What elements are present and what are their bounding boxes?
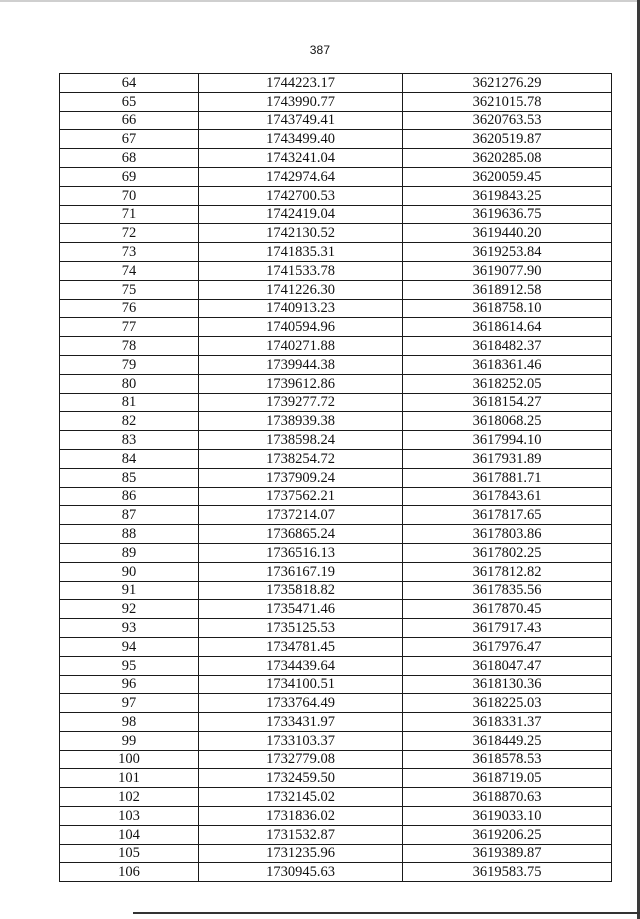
x-coordinate-cell: 1733431.97 — [199, 713, 403, 732]
coordinates-table — [59, 73, 612, 882]
y-coordinate-cell: 3620763.53 — [403, 111, 612, 130]
point-number-cell: 79 — [60, 355, 199, 374]
table-row — [60, 111, 612, 130]
x-coordinate-cell: 1735818.82 — [199, 581, 403, 600]
y-coordinate-cell: 3619077.90 — [403, 261, 612, 280]
table-row — [60, 506, 612, 525]
point-number-cell: 84 — [60, 449, 199, 468]
x-coordinate-cell: 1741835.31 — [199, 243, 403, 262]
table-row — [60, 487, 612, 506]
x-coordinate-cell: 1743990.77 — [199, 92, 403, 111]
x-coordinate-cell: 1744223.17 — [199, 74, 403, 93]
point-number-cell: 97 — [60, 694, 199, 713]
x-coordinate-cell: 1737909.24 — [199, 468, 403, 487]
point-number-cell: 103 — [60, 807, 199, 826]
x-coordinate-cell: 1738254.72 — [199, 449, 403, 468]
point-number-cell: 88 — [60, 525, 199, 544]
y-coordinate-cell: 3619843.25 — [403, 186, 612, 205]
point-number-cell: 81 — [60, 393, 199, 412]
y-coordinate-cell: 3617812.82 — [403, 562, 612, 581]
x-coordinate-cell: 1742130.52 — [199, 224, 403, 243]
page-top-edge — [0, 0, 640, 2]
table-row — [60, 675, 612, 694]
point-number-cell: 101 — [60, 769, 199, 788]
y-coordinate-cell: 3618449.25 — [403, 731, 612, 750]
x-coordinate-cell: 1739277.72 — [199, 393, 403, 412]
y-coordinate-cell: 3618361.46 — [403, 355, 612, 374]
point-number-cell: 106 — [60, 863, 199, 882]
y-coordinate-cell: 3619033.10 — [403, 807, 612, 826]
point-number-cell: 75 — [60, 280, 199, 299]
y-coordinate-cell: 3621015.78 — [403, 92, 612, 111]
y-coordinate-cell: 3617931.89 — [403, 449, 612, 468]
table-row — [60, 224, 612, 243]
x-coordinate-cell: 1740271.88 — [199, 337, 403, 356]
table-row — [60, 863, 612, 882]
x-coordinate-cell: 1732145.02 — [199, 788, 403, 807]
x-coordinate-cell: 1733103.37 — [199, 731, 403, 750]
table-row — [60, 449, 612, 468]
y-coordinate-cell: 3619636.75 — [403, 205, 612, 224]
y-coordinate-cell: 3617976.47 — [403, 637, 612, 656]
point-number-cell: 85 — [60, 468, 199, 487]
y-coordinate-cell: 3620059.45 — [403, 167, 612, 186]
point-number-cell: 70 — [60, 186, 199, 205]
point-number-cell: 104 — [60, 825, 199, 844]
point-number-cell: 71 — [60, 205, 199, 224]
table-row — [60, 318, 612, 337]
point-number-cell: 90 — [60, 562, 199, 581]
point-number-cell: 69 — [60, 167, 199, 186]
y-coordinate-cell: 3620519.87 — [403, 130, 612, 149]
y-coordinate-cell: 3617835.56 — [403, 581, 612, 600]
y-coordinate-cell: 3618130.36 — [403, 675, 612, 694]
x-coordinate-cell: 1740594.96 — [199, 318, 403, 337]
y-coordinate-cell: 3619583.75 — [403, 863, 612, 882]
y-coordinate-cell: 3618068.25 — [403, 412, 612, 431]
point-number-cell: 92 — [60, 600, 199, 619]
table-row — [60, 149, 612, 168]
x-coordinate-cell: 1731532.87 — [199, 825, 403, 844]
y-coordinate-cell: 3618047.47 — [403, 656, 612, 675]
x-coordinate-cell: 1738939.38 — [199, 412, 403, 431]
x-coordinate-cell: 1734100.51 — [199, 675, 403, 694]
x-coordinate-cell: 1742419.04 — [199, 205, 403, 224]
point-number-cell: 86 — [60, 487, 199, 506]
y-coordinate-cell: 3619440.20 — [403, 224, 612, 243]
y-coordinate-cell: 3618614.64 — [403, 318, 612, 337]
y-coordinate-cell: 3617881.71 — [403, 468, 612, 487]
y-coordinate-cell: 3619389.87 — [403, 844, 612, 863]
point-number-cell: 74 — [60, 261, 199, 280]
table-row — [60, 337, 612, 356]
y-coordinate-cell: 3618912.58 — [403, 280, 612, 299]
point-number-cell: 65 — [60, 92, 199, 111]
table-row — [60, 619, 612, 638]
x-coordinate-cell: 1740913.23 — [199, 299, 403, 318]
point-number-cell: 83 — [60, 431, 199, 450]
point-number-cell: 94 — [60, 637, 199, 656]
table-row — [60, 694, 612, 713]
y-coordinate-cell: 3618482.37 — [403, 337, 612, 356]
table-row — [60, 656, 612, 675]
page-number: 387 — [309, 43, 331, 57]
table-row — [60, 769, 612, 788]
point-number-cell: 93 — [60, 619, 199, 638]
point-number-cell: 91 — [60, 581, 199, 600]
point-number-cell: 78 — [60, 337, 199, 356]
table-row — [60, 713, 612, 732]
point-number-cell: 64 — [60, 74, 199, 93]
x-coordinate-cell: 1738598.24 — [199, 431, 403, 450]
x-coordinate-cell: 1737562.21 — [199, 487, 403, 506]
table-row — [60, 74, 612, 93]
table-row — [60, 186, 612, 205]
x-coordinate-cell: 1731836.02 — [199, 807, 403, 826]
table-row — [60, 280, 612, 299]
x-coordinate-cell: 1736865.24 — [199, 525, 403, 544]
table-row — [60, 562, 612, 581]
table-row — [60, 543, 612, 562]
x-coordinate-cell: 1739612.86 — [199, 374, 403, 393]
table-row — [60, 844, 612, 863]
y-coordinate-cell: 3618719.05 — [403, 769, 612, 788]
point-number-cell: 87 — [60, 506, 199, 525]
table-row — [60, 468, 612, 487]
table-row — [60, 205, 612, 224]
x-coordinate-cell: 1733764.49 — [199, 694, 403, 713]
y-coordinate-cell: 3618870.63 — [403, 788, 612, 807]
x-coordinate-cell: 1743241.04 — [199, 149, 403, 168]
x-coordinate-cell: 1742700.53 — [199, 186, 403, 205]
table-row — [60, 788, 612, 807]
table-row — [60, 731, 612, 750]
x-coordinate-cell: 1741226.30 — [199, 280, 403, 299]
y-coordinate-cell: 3619206.25 — [403, 825, 612, 844]
table-row — [60, 825, 612, 844]
y-coordinate-cell: 3618154.27 — [403, 393, 612, 412]
x-coordinate-cell: 1737214.07 — [199, 506, 403, 525]
x-coordinate-cell: 1730945.63 — [199, 863, 403, 882]
y-coordinate-cell: 3620285.08 — [403, 149, 612, 168]
table-row — [60, 374, 612, 393]
point-number-cell: 96 — [60, 675, 199, 694]
x-coordinate-cell: 1736167.19 — [199, 562, 403, 581]
page-bottom-rule — [133, 912, 640, 914]
table-row — [60, 600, 612, 619]
y-coordinate-cell: 3617917.43 — [403, 619, 612, 638]
y-coordinate-cell: 3617802.25 — [403, 543, 612, 562]
x-coordinate-cell: 1731235.96 — [199, 844, 403, 863]
table-row — [60, 299, 612, 318]
point-number-cell: 80 — [60, 374, 199, 393]
point-number-cell: 98 — [60, 713, 199, 732]
y-coordinate-cell: 3619253.84 — [403, 243, 612, 262]
y-coordinate-cell: 3617803.86 — [403, 525, 612, 544]
coordinates-table-body — [60, 74, 612, 882]
table-row — [60, 750, 612, 769]
y-coordinate-cell: 3617994.10 — [403, 431, 612, 450]
point-number-cell: 67 — [60, 130, 199, 149]
x-coordinate-cell: 1739944.38 — [199, 355, 403, 374]
x-coordinate-cell: 1734439.64 — [199, 656, 403, 675]
x-coordinate-cell: 1734781.45 — [199, 637, 403, 656]
x-coordinate-cell: 1735125.53 — [199, 619, 403, 638]
point-number-cell: 99 — [60, 731, 199, 750]
y-coordinate-cell: 3618331.37 — [403, 713, 612, 732]
table-row — [60, 261, 612, 280]
point-number-cell: 66 — [60, 111, 199, 130]
x-coordinate-cell: 1732779.08 — [199, 750, 403, 769]
x-coordinate-cell: 1732459.50 — [199, 769, 403, 788]
table-row — [60, 393, 612, 412]
y-coordinate-cell: 3617843.61 — [403, 487, 612, 506]
table-row — [60, 431, 612, 450]
point-number-cell: 72 — [60, 224, 199, 243]
table-row — [60, 130, 612, 149]
y-coordinate-cell: 3618758.10 — [403, 299, 612, 318]
x-coordinate-cell: 1742974.64 — [199, 167, 403, 186]
table-row — [60, 167, 612, 186]
point-number-cell: 82 — [60, 412, 199, 431]
x-coordinate-cell: 1743749.41 — [199, 111, 403, 130]
y-coordinate-cell: 3621276.29 — [403, 74, 612, 93]
table-row — [60, 581, 612, 600]
table-row — [60, 412, 612, 431]
y-coordinate-cell: 3618578.53 — [403, 750, 612, 769]
x-coordinate-cell: 1735471.46 — [199, 600, 403, 619]
point-number-cell: 89 — [60, 543, 199, 562]
table-row — [60, 525, 612, 544]
point-number-cell: 76 — [60, 299, 199, 318]
y-coordinate-cell: 3617817.65 — [403, 506, 612, 525]
table-row — [60, 807, 612, 826]
point-number-cell: 68 — [60, 149, 199, 168]
y-coordinate-cell: 3618225.03 — [403, 694, 612, 713]
y-coordinate-cell: 3618252.05 — [403, 374, 612, 393]
table-row — [60, 637, 612, 656]
x-coordinate-cell: 1736516.13 — [199, 543, 403, 562]
point-number-cell: 100 — [60, 750, 199, 769]
point-number-cell: 105 — [60, 844, 199, 863]
y-coordinate-cell: 3617870.45 — [403, 600, 612, 619]
point-number-cell: 77 — [60, 318, 199, 337]
point-number-cell: 102 — [60, 788, 199, 807]
table-row — [60, 92, 612, 111]
table-row — [60, 243, 612, 262]
point-number-cell: 95 — [60, 656, 199, 675]
point-number-cell: 73 — [60, 243, 199, 262]
x-coordinate-cell: 1743499.40 — [199, 130, 403, 149]
x-coordinate-cell: 1741533.78 — [199, 261, 403, 280]
table-row — [60, 355, 612, 374]
